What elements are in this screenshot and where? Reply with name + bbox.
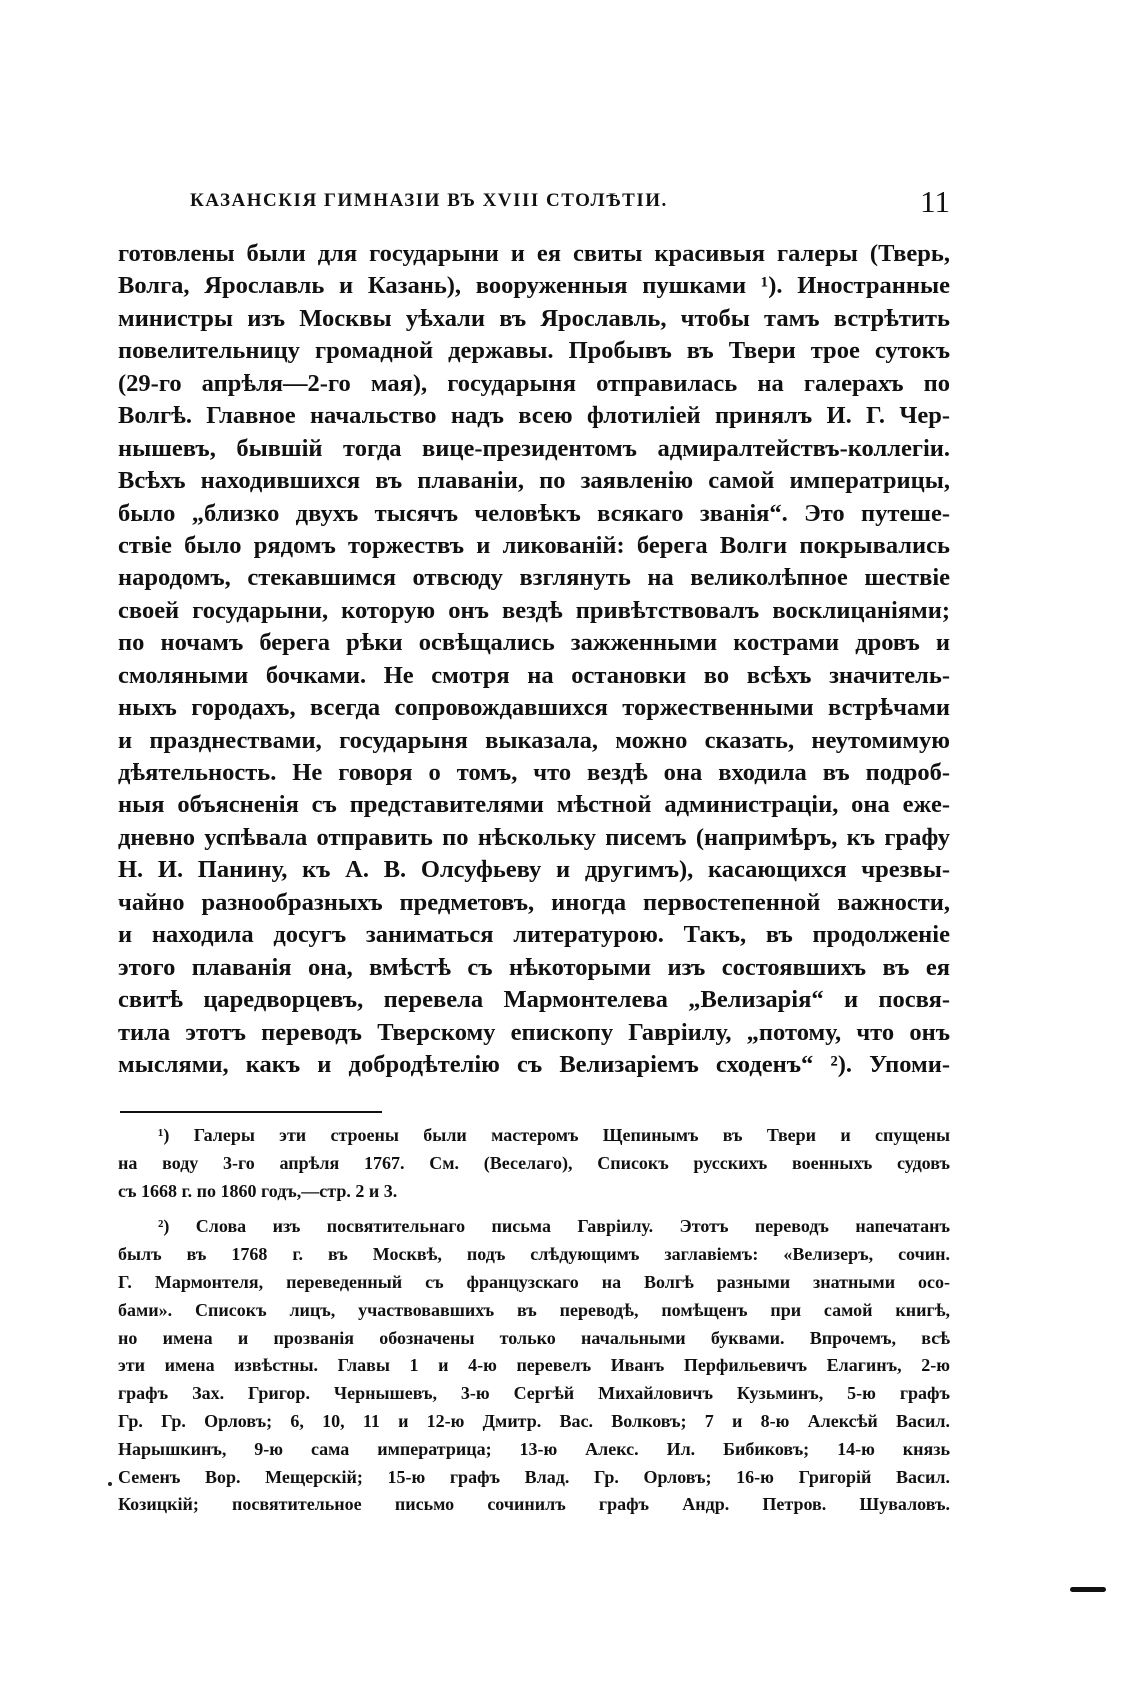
footnote-separator <box>120 1111 382 1113</box>
footnote-2-line: бами». Списокъ лицъ, участвовавшихъ въ переводѣ, помѣщенъ при самой книгѣ, <box>118 1299 950 1320</box>
footnote-2-line: былъ въ 1768 г. въ Москвѣ, подъ слѣдующимъ заглавіемъ: «Велизеръ, сочин. <box>118 1244 950 1265</box>
footnote-1-line: съ 1668 г. по 1860 годъ,—стр. 2 и 3. <box>118 1180 398 1201</box>
text-line: и находила досугъ заниматься литературою. Такъ, въ продолженіе <box>118 921 950 949</box>
text-line: тила этотъ переводъ Тверскому епископу Гавріилу, „потому, что онъ <box>118 1018 950 1046</box>
text-line: чайно разнообразныхъ предметовъ, иногда первостепенной важности, <box>118 888 950 916</box>
footnote-1-line: на воду 3-го апрѣля 1767. См. (Веселаго), Списокъ русскихъ военныхъ судовъ <box>118 1152 950 1173</box>
text-line: повелительницу громадной державы. Пробывъ въ Твери трое сутокъ <box>118 337 950 365</box>
margin-mark <box>1070 1587 1106 1592</box>
text-line: Н. И. Панину, къ А. В. Олсуфьеву и другимъ), касающихся чрезвы- <box>118 856 950 884</box>
text-line: Волгѣ. Главное начальство надъ всею флотиліей принялъ И. Г. Чер- <box>118 402 950 430</box>
footnote-2-line: Гр. Гр. Орловъ; 6, 10, 11 и 12-ю Дмитр. Вас. Волковъ; 7 и 8-ю Алексѣй Васил. <box>118 1410 950 1431</box>
text-line: свитѣ царедворцевъ, перевела Мармонтелева „Велизарія“ и посвя- <box>118 986 950 1014</box>
text-line: министры изъ Москвы уѣхали въ Ярославль, чтобы тамъ встрѣтить <box>118 304 950 332</box>
text-line: дневно успѣвала отправить по нѣскольку писемъ (напримѣръ, къ графу <box>118 823 950 851</box>
footnote-1-line: ¹) Галеры эти строены были мастеромъ Щепинымъ въ Твери и спущены <box>158 1125 950 1145</box>
text-line: (29-го апрѣля—2-го мая), государыня отправилась на галерахъ по <box>118 369 950 397</box>
footnote-2-line: Г. Мармонтеля, переведенный съ французскаго на Волгѣ разными знатными осо- <box>118 1271 950 1292</box>
text-line: ныя объясненія съ представителями мѣстной администраціи, она еже- <box>118 791 950 819</box>
text-line: готовлены были для государыни и ея свиты красивыя галеры (Тверь, <box>118 240 950 267</box>
running-header <box>120 184 950 224</box>
text-line: Волга, Ярославль и Казань), вооруженныя пушками ¹). Иностранные <box>118 272 950 300</box>
text-line: Всѣхъ находившихся въ плаваніи, по заявленію самой императрицы, <box>118 467 950 495</box>
running-title: КАЗАНСКІЯ ГИМНАЗІИ ВЪ XVIII СТОЛѢТІИ. <box>190 190 668 211</box>
main-text-block <box>118 238 950 1081</box>
text-line: ныхъ городахъ, всегда сопровождавшихся торжественными встрѣчами <box>118 694 950 722</box>
text-line: было „близко двухъ тысячъ человѣкъ всякаго званія“. Это путеше- <box>118 499 950 527</box>
page-number: 11 <box>920 184 950 219</box>
footnotes-block <box>118 1122 950 1519</box>
footnote-2-line: ²) Слова изъ посвятительнаго письма Гавріилу. Этотъ переводъ напечатанъ <box>158 1216 950 1237</box>
ink-speck <box>108 1482 112 1486</box>
footnote-2-line: Нарышкинъ, 9-ю сама императрица; 13-ю Алекс. Ил. Бибиковъ; 14-ю князь <box>118 1438 950 1459</box>
text-line: мыслями, какъ и добродѣтелію съ Велизаріемъ сходенъ“ ²). Упоми- <box>118 1050 950 1078</box>
text-line: дѣятельность. Не говоря о томъ, что вездѣ она входила въ подроб- <box>118 759 950 786</box>
text-line: этого плаванія она, вмѣстѣ съ нѣкоторыми изъ состоявшихъ въ ея <box>118 953 950 981</box>
footnote-2-line: эти имена извѣстны. Главы 1 и 4-ю перевелъ Иванъ Перфильевичъ Елагинъ, 2-ю <box>118 1355 950 1376</box>
text-line: нышевъ, бывшій тогда вице-президентомъ адмиралтействъ-коллегіи. <box>118 434 950 462</box>
text-line: ствіе было рядомъ торжествъ и ликованій: берега Волги покрывались <box>118 531 950 559</box>
text-line: смоляными бочками. Не смотря на остановки во всѣхъ значитель- <box>118 661 950 689</box>
footnote-2-line: графъ Зах. Григор. Чернышевъ, 3-ю Сергѣй Михайловичъ Кузьминъ, 5-ю графъ <box>118 1383 950 1404</box>
text-line: по ночамъ берега рѣки освѣщались зажженными кострами дровъ и <box>118 629 950 657</box>
text-line: своей государыни, которую онъ вездѣ привѣтствовалъ восклицаніями; <box>118 596 950 624</box>
footnote-2-line: но имена и прозванія обозначены только начальными буквами. Впрочемъ, всѣ <box>118 1327 950 1348</box>
footnote-2-line: Козицкій; посвятительное письмо сочинилъ графъ Андр. Петров. Шуваловъ. <box>118 1494 950 1515</box>
text-line: и празднествами, государыня выказала, можно сказать, неутомимую <box>118 726 950 754</box>
text-line: народомъ, стекавшимся отвсюду взглянуть на великолѣпное шествіе <box>118 564 950 592</box>
footnote-2-line: Семенъ Вор. Мещерскій; 15-ю графъ Влад. Гр. Орловъ; 16-ю Григорій Васил. <box>118 1466 950 1487</box>
